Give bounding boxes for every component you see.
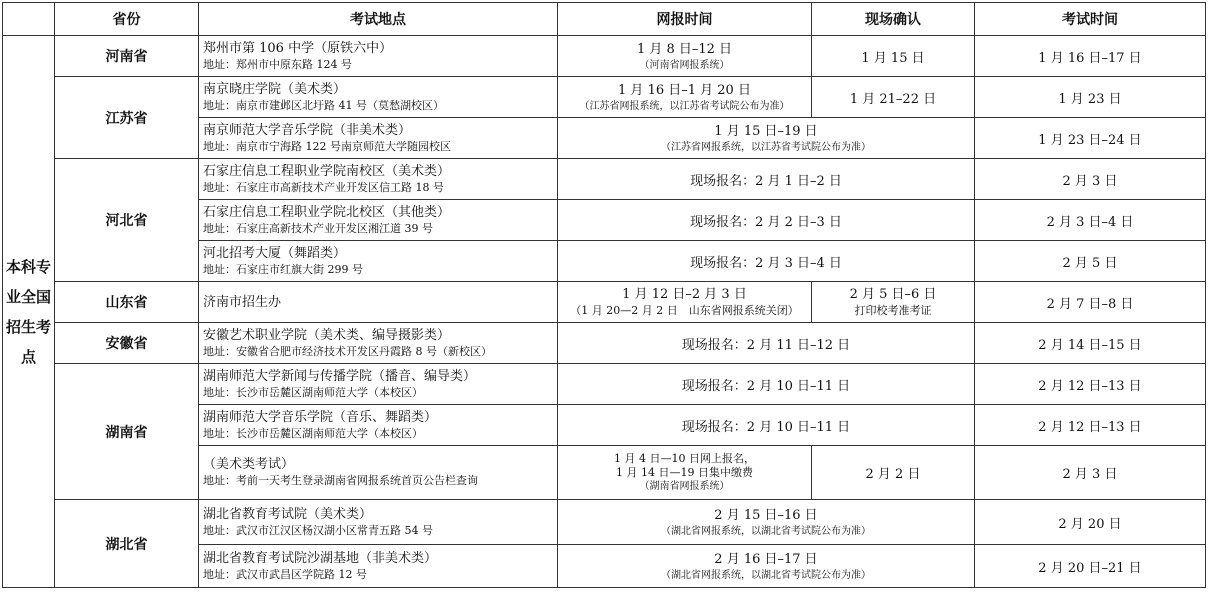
header-online: 网报时间 [558, 3, 812, 36]
table-row [3, 364, 1206, 405]
location-address: 地址：武汉市武昌区学院路 12 号 [203, 567, 367, 581]
location-address: 地址：石家庄市高新技术产业开发区信工路 18 号 [203, 180, 444, 194]
location-name: 湖南师范大学新闻与传播学院（播音、编导类） [203, 368, 477, 384]
online-main: 1 月 16 日–1 月 20 日 [618, 82, 751, 98]
location-address: 地址：南京市建邺区北圩路 41 号（莫愁湖校区） [203, 98, 444, 112]
table-row [3, 36, 1206, 77]
merged-online-confirm-cell [558, 118, 975, 159]
online-cell [558, 77, 812, 118]
merged-online-confirm-cell: 现场报名：2 月 3 日–4 日 [558, 241, 975, 282]
confirm-cell [812, 282, 975, 323]
location-cell [199, 241, 558, 282]
location-cell [199, 446, 558, 500]
exam-cell: 2 月 14 日–15 日 [975, 323, 1206, 364]
header-row [3, 3, 1206, 36]
merged-online-confirm-cell [558, 545, 975, 588]
online-note: （江苏省网报系统，以江苏省考试院公布为准） [661, 141, 871, 153]
online-main: 1 月 12 日–2 月 3 日 [622, 287, 747, 302]
location-cell [199, 323, 558, 364]
location-name: 南京师范大学音乐学院（非美术类） [203, 122, 412, 138]
location-address: 地址：石家庄高新技术产业开发区湘江道 39 号 [203, 221, 433, 235]
province-cell: 安徽省 [55, 323, 199, 364]
location-address: 地址：长沙市岳麓区湖南师范大学（本校区） [203, 426, 423, 440]
table-row [3, 282, 1206, 323]
merged-online-confirm-cell: 现场报名：2 月 10 日–11 日 [558, 405, 975, 446]
location-name: 石家庄信息工程职业学院南校区（美术类） [203, 163, 451, 179]
online-note: （1 月 20—2 月 2 日 山东省网报系统关闭） [570, 304, 799, 317]
confirm-cell: 1 月 15 日 [812, 36, 975, 77]
location-cell [199, 36, 558, 77]
merged-online-confirm-cell: 现场报名：2 月 2 日–3 日 [558, 200, 975, 241]
exam-schedule-table [2, 2, 1206, 588]
merged-online-confirm-cell [558, 500, 975, 545]
online-note: （湖北省网报系统，以湖北省考试院公布为准） [661, 525, 871, 537]
location-address: 地址：武汉市江汉区杨汉湖小区常青五路 54 号 [203, 523, 433, 537]
table-row [3, 77, 1206, 118]
location-cell [199, 118, 558, 159]
location-cell [199, 159, 558, 200]
province-cell: 河北省 [55, 159, 199, 282]
location-name: 湖北省教育考试院（美术类） [203, 506, 373, 522]
online-main: 1 月 8 日–12 日 [636, 41, 733, 57]
online-main: 1 月 15 日–19 日 [714, 123, 818, 139]
exam-cell: 1 月 23 日 [975, 77, 1206, 118]
location-name: 郑州市第 106 中学（原铁六中） [203, 40, 393, 56]
exam-cell: 1 月 23 日–24 日 [975, 118, 1206, 159]
province-cell: 湖南省 [55, 364, 199, 500]
online-note: （江苏省网报系统，以江苏省考试院公布为准） [579, 100, 790, 112]
province-cell: 河南省 [55, 36, 199, 77]
province-cell: 江苏省 [55, 77, 199, 159]
exam-cell: 2 月 12 日–13 日 [975, 364, 1206, 405]
merged-online-confirm-cell: 现场报名：2 月 1 日–2 日 [558, 159, 975, 200]
location-cell [199, 500, 558, 545]
province-cell: 湖北省 [55, 500, 199, 588]
online-note: （湖北省网报系统，以湖北省考试院公布为准） [661, 569, 871, 581]
confirm-main: 2 月 5 日–6 日 [849, 287, 937, 302]
province-cell: 山东省 [55, 282, 199, 323]
header-blank [3, 3, 55, 36]
location-name: 湖北省教育考试院沙湖基地（非美术类） [203, 550, 438, 566]
online-note: （湖南省网报系统） [639, 481, 730, 492]
header-exam: 考试时间 [975, 3, 1206, 36]
online-line2: 1 月 14 日—19 日集中缴费 [616, 466, 753, 479]
exam-cell: 2 月 3 日–4 日 [975, 200, 1206, 241]
exam-cell: 2 月 5 日 [975, 241, 1206, 282]
location-cell [199, 545, 558, 588]
location-cell [199, 77, 558, 118]
online-main: 2 月 15 日–16 日 [714, 507, 818, 523]
header-province: 省份 [55, 3, 199, 36]
header-location: 考试地点 [199, 3, 558, 36]
exam-cell: 1 月 16 日–17 日 [975, 36, 1206, 77]
online-note: （河南省网报系统） [639, 59, 730, 71]
exam-cell: 2 月 12 日–13 日 [975, 405, 1206, 446]
online-cell [558, 282, 812, 323]
location-address: 地址：郑州市中原东路 124 号 [203, 57, 352, 71]
location-name: （美术类考试） [203, 457, 295, 472]
location-name: 济南市招生办 [203, 294, 282, 310]
confirm-cell: 1 月 21–22 日 [812, 77, 975, 118]
location-address: 地址：考前一天考生登录湖南省网报系统首页公告栏查询 [203, 474, 478, 487]
location-name: 湖南师范大学音乐学院（音乐、舞蹈类） [203, 409, 438, 425]
location-address: 地址：石家庄市红旗大街 299 号 [203, 262, 363, 276]
location-cell [199, 282, 558, 323]
confirm-note: 打印校考准考证 [854, 304, 932, 317]
location-name: 南京晓庄学院（美术类） [203, 81, 347, 97]
table-row [3, 159, 1206, 200]
location-name: 河北招考大厦（舞蹈类） [203, 245, 347, 261]
location-name: 安徽艺术职业学院（美术类、编导摄影类） [203, 327, 451, 343]
table-row [3, 323, 1206, 364]
exam-cell: 2 月 7 日–8 日 [975, 282, 1206, 323]
location-cell [199, 200, 558, 241]
online-cell [558, 36, 812, 77]
location-address: 地址：安徽省合肥市经济技术开发区丹霞路 8 号（新校区） [203, 344, 492, 358]
header-confirm: 现场确认 [812, 3, 975, 36]
exam-cell: 2 月 20 日 [975, 500, 1206, 545]
location-cell [199, 405, 558, 446]
table-row [3, 500, 1206, 545]
location-address: 地址：长沙市岳麓区湖南师范大学（本校区） [203, 385, 423, 399]
exam-cell: 2 月 20 日–21 日 [975, 545, 1206, 588]
category-cell: 本科专业全国招生考点 [3, 36, 55, 588]
merged-online-confirm-cell: 现场报名：2 月 10 日–11 日 [558, 364, 975, 405]
exam-cell: 2 月 3 日 [975, 446, 1206, 500]
online-main: 2 月 16 日–17 日 [714, 551, 818, 567]
exam-cell: 2 月 3 日 [975, 159, 1206, 200]
location-name: 石家庄信息工程职业学院北校区（其他类） [203, 204, 451, 220]
confirm-cell: 2 月 2 日 [812, 446, 975, 500]
location-address: 地址：南京市宁海路 122 号南京师范大学随园校区 [203, 139, 451, 153]
online-line1: 1 月 4 日—10 日网上报名， [614, 452, 755, 465]
online-cell [558, 446, 812, 500]
location-cell [199, 364, 558, 405]
merged-online-confirm-cell: 现场报名：2 月 11 日–12 日 [558, 323, 975, 364]
